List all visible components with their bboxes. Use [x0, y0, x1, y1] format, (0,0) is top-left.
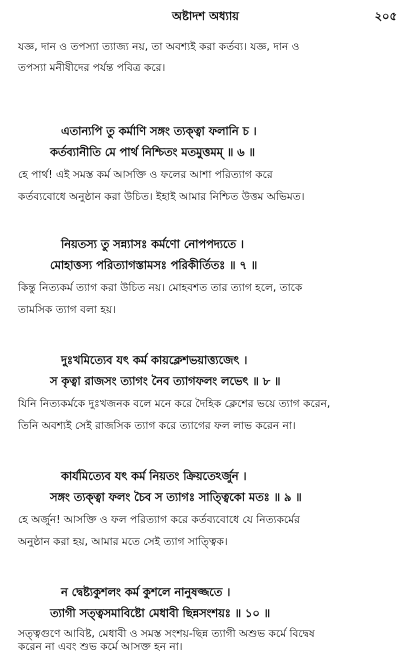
verse-sanskrit-line: সঙ্গং ত্যক্ত্বা ফলং চৈব স ত্যাগঃ সাত্ত্বিকো মতঃ ॥ ৯ ॥: [50, 491, 302, 504]
verse-translation-line: করেন না এবং শুভ কর্মে আসক্ত হন না।: [18, 641, 183, 653]
verse-translation-line: হে অর্জুন! আসক্তি ও ফল পরিত্যাগ করে কর্তব্যবোধে যে নিত্যকর্মের: [18, 514, 300, 526]
verse-sanskrit-line: কর্তব্যানীতি মে পার্থ নিশ্চিতং মতমুত্তমম্ ॥ ৬ ॥: [50, 146, 255, 159]
verse-sanskrit-line: নিয়তস্য তু সন্ন্যাসঃ কর্মণো নোপপদ্যতে ।: [61, 238, 244, 251]
page-header: [0, 6, 411, 26]
page-number: ২০৫: [374, 9, 397, 23]
intro-line: যজ্ঞ, দান ও তপস্যা ত্যাজ্য নয়, তা অবশ্যই করা কর্তব্য। যজ্ঞ, দান ও: [18, 41, 300, 53]
verse-translation-line: অনুষ্ঠান করা হয়, আমার মতে সেই ত্যাগ সাত্ত্বিক।: [18, 536, 228, 548]
verse-sanskrit-line: মোহাত্তস্য পরিত্যাগস্তামসঃ পরিকীর্তিতঃ ॥ ৭ ॥: [50, 259, 258, 272]
verse-translation-line: তিনি অবশ্যই সেই রাজসিক ত্যাগ করে ত্যাগের ফল লাভ করেন না।: [18, 420, 296, 432]
verse-sanskrit-line: ত্যাগী সত্ত্বসমাবিষ্টো মেধাবী ছিন্নসংশয়ঃ ॥ ১০ ॥: [50, 607, 271, 620]
verse-sanskrit-line: এতান্যপি তু কর্মাণি সঙ্গং ত্যক্ত্বা ফলানি চ ।: [61, 125, 257, 138]
verse-sanskrit-line: দুঃখমিত্যেব যৎ কর্ম কায়ক্লেশভয়াত্ত্যজেৎ ।: [61, 354, 248, 367]
verse-translation-line: হে পার্থ! এই সমস্ত কর্ম আসক্তি ও ফলের আশা পরিত্যাগ করে: [18, 169, 273, 181]
verse-sanskrit-line: স কৃত্বা রাজসং ত্যাগং নৈব ত্যাগফলং লভেৎ ॥ ৮ ॥: [50, 375, 281, 388]
verse-translation-line: কিন্তু নিত্যকর্ম ত্যাগ করা উচিত নয়। মোহবশত তার ত্যাগ হলে, তাকে: [18, 282, 303, 294]
chapter-title: অষ্টাদশ অধ্যায়: [172, 9, 239, 23]
verse-translation-line: সত্ত্বগুণে আবিষ্ট, মেধাবী ও সমস্ত সংশয়-ছিন্ন ত্যাগী অশুভ কর্মে বিদ্বেষ: [18, 628, 315, 640]
intro-line: তপস্যা মনীষীদের পর্যন্ত পবিত্র করে।: [18, 62, 166, 74]
verse-translation-line: যিনি নিত্যকর্মকে দুঃখজনক বলে মনে করে দৈহিক ক্লেশের ভয়ে ত্যাগ করেন,: [18, 398, 331, 410]
verse-sanskrit-line: কার্যমিত্যেব যৎ কর্ম নিয়তং ক্রিয়তেঽর্জুন ।: [61, 470, 247, 483]
verse-sanskrit-line: ন দ্বেষ্ট্যকুশলং কর্ম কুশলে নানুষজ্জতে ।: [61, 586, 231, 599]
verse-translation-line: কর্তব্যবোধে অনুষ্ঠান করা উচিত। ইহাই আমার নিশ্চিত উত্তম অভিমত।: [18, 191, 305, 203]
verse-translation-line: তামসিক ত্যাগ বলা হয়।: [18, 304, 116, 316]
